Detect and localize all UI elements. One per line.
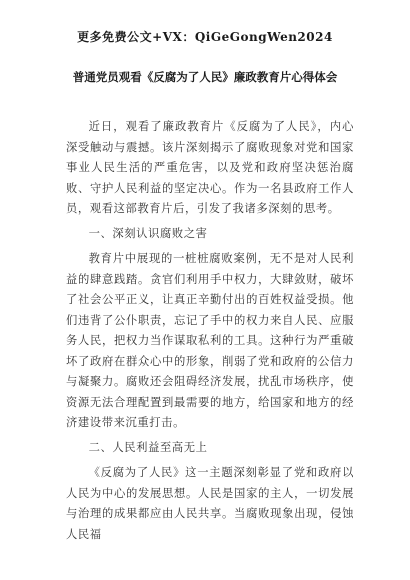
document-title: 普通党员观看《反腐为了人民》廉政教育片心得体会 xyxy=(72,70,338,84)
intro-paragraph: 近日，观看了廉政教育片《反腐为了人民》，内心深受触动与震撼。该片深刻揭示了腐败现象对党和国家事业人民生活的严重危害，以及党和政府坚决惩治腐败、守护人民利益的坚定决心。作为一名县政府工作人员，观看这部教育片后，引发了我诸多深刻的思考。 xyxy=(66,120,354,215)
section-1-paragraph: 教育片中展现的一桩桩腐败案例，无不是对人民利益的肆意践踏。贪官们利用手中权力，大肆敛财，破坏了社会公平正义，让真正辛勤付出的百姓权益受损。他们违背了公仆职责，忘记了手中的权力来自人民、应服务人民，把权力当作谋取私利的工具。这种行为严重破坏了政府在群众心中的形象，削弱了党和政府的公信力与凝聚力。腐败还会阻碍经济发展，扰乱市场秩序，使资源无法合理配置到最需要的地方，给国家和地方的经济建设带来沉重打击。 xyxy=(66,252,354,429)
section-2-paragraph: 《反腐为了人民》这一主题深刻彰显了党和政府以人民为中心的发展思想。人民是国家的主人，一切发展与治理的成果都应由人民共享。当腐败现象出现，侵蚀人民福 xyxy=(66,466,354,541)
section-heading-1: 一、深刻认识腐败之害 xyxy=(88,226,208,240)
section-heading-2: 二、人民利益至高无上 xyxy=(88,440,208,454)
promo-header: 更多免费公文+VX：QiGeGongWen2024 xyxy=(77,30,333,44)
document-body xyxy=(66,117,354,545)
